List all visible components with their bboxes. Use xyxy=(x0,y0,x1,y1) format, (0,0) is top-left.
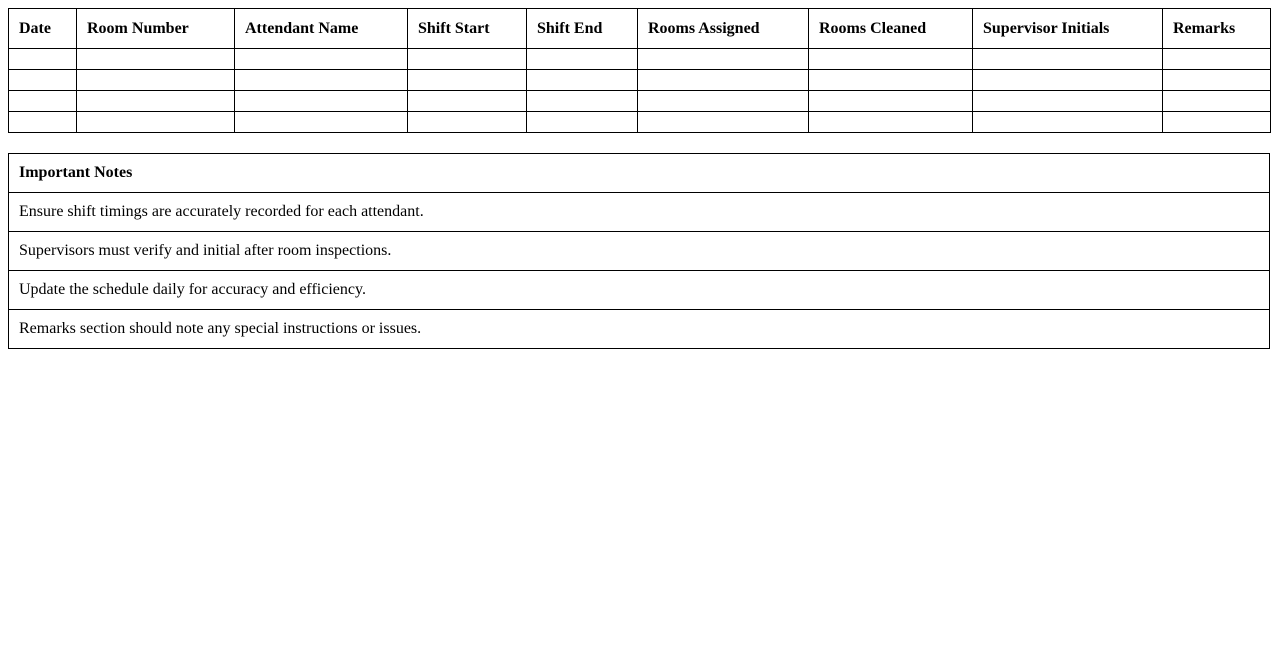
notes-header-row xyxy=(9,154,1270,193)
column-header-rooms-assigned: Rooms Assigned xyxy=(638,9,809,49)
column-header-room-number: Room Number xyxy=(77,9,235,49)
notes-title: Important Notes xyxy=(9,154,1270,193)
table-cell[interactable] xyxy=(408,112,527,133)
table-cell[interactable] xyxy=(408,91,527,112)
note-text: Remarks section should note any special instructions or issues. xyxy=(9,310,1270,349)
table-cell[interactable] xyxy=(9,70,77,91)
column-header-shift-start: Shift Start xyxy=(408,9,527,49)
table-row xyxy=(9,49,1271,70)
schedule-header-row xyxy=(9,9,1271,49)
list-item xyxy=(9,310,1270,349)
list-item xyxy=(9,193,1270,232)
schedule-table xyxy=(8,8,1271,133)
column-header-supervisor-initials: Supervisor Initials xyxy=(973,9,1163,49)
list-item xyxy=(9,271,1270,310)
table-cell[interactable] xyxy=(973,70,1163,91)
table-cell[interactable] xyxy=(809,112,973,133)
table-cell[interactable] xyxy=(973,49,1163,70)
table-cell[interactable] xyxy=(809,49,973,70)
table-cell[interactable] xyxy=(77,112,235,133)
column-header-attendant-name: Attendant Name xyxy=(235,9,408,49)
important-notes-table xyxy=(8,153,1270,349)
table-cell[interactable] xyxy=(1163,112,1271,133)
column-header-date: Date xyxy=(9,9,77,49)
table-cell[interactable] xyxy=(973,91,1163,112)
table-cell[interactable] xyxy=(408,49,527,70)
table-cell[interactable] xyxy=(638,91,809,112)
table-cell[interactable] xyxy=(809,70,973,91)
table-cell[interactable] xyxy=(638,70,809,91)
table-cell[interactable] xyxy=(235,49,408,70)
note-text: Ensure shift timings are accurately recorded for each attendant. xyxy=(9,193,1270,232)
table-cell[interactable] xyxy=(235,112,408,133)
table-cell[interactable] xyxy=(809,91,973,112)
table-cell[interactable] xyxy=(77,49,235,70)
table-cell[interactable] xyxy=(9,49,77,70)
table-cell[interactable] xyxy=(77,70,235,91)
table-cell[interactable] xyxy=(9,91,77,112)
table-cell[interactable] xyxy=(235,70,408,91)
table-cell[interactable] xyxy=(1163,49,1271,70)
table-cell[interactable] xyxy=(527,91,638,112)
page xyxy=(8,8,1270,349)
table-row xyxy=(9,70,1271,91)
note-text: Update the schedule daily for accuracy and efficiency. xyxy=(9,271,1270,310)
table-cell[interactable] xyxy=(77,91,235,112)
table-cell[interactable] xyxy=(638,112,809,133)
table-cell[interactable] xyxy=(527,112,638,133)
column-header-shift-end: Shift End xyxy=(527,9,638,49)
table-cell[interactable] xyxy=(1163,70,1271,91)
table-cell[interactable] xyxy=(973,112,1163,133)
table-row xyxy=(9,91,1271,112)
note-text: Supervisors must verify and initial after room inspections. xyxy=(9,232,1270,271)
table-cell[interactable] xyxy=(527,49,638,70)
table-cell[interactable] xyxy=(638,49,809,70)
table-cell[interactable] xyxy=(9,112,77,133)
column-header-rooms-cleaned: Rooms Cleaned xyxy=(809,9,973,49)
table-cell[interactable] xyxy=(408,70,527,91)
table-cell[interactable] xyxy=(235,91,408,112)
table-cell[interactable] xyxy=(527,70,638,91)
list-item xyxy=(9,232,1270,271)
column-header-remarks: Remarks xyxy=(1163,9,1271,49)
table-row xyxy=(9,112,1271,133)
table-cell[interactable] xyxy=(1163,91,1271,112)
